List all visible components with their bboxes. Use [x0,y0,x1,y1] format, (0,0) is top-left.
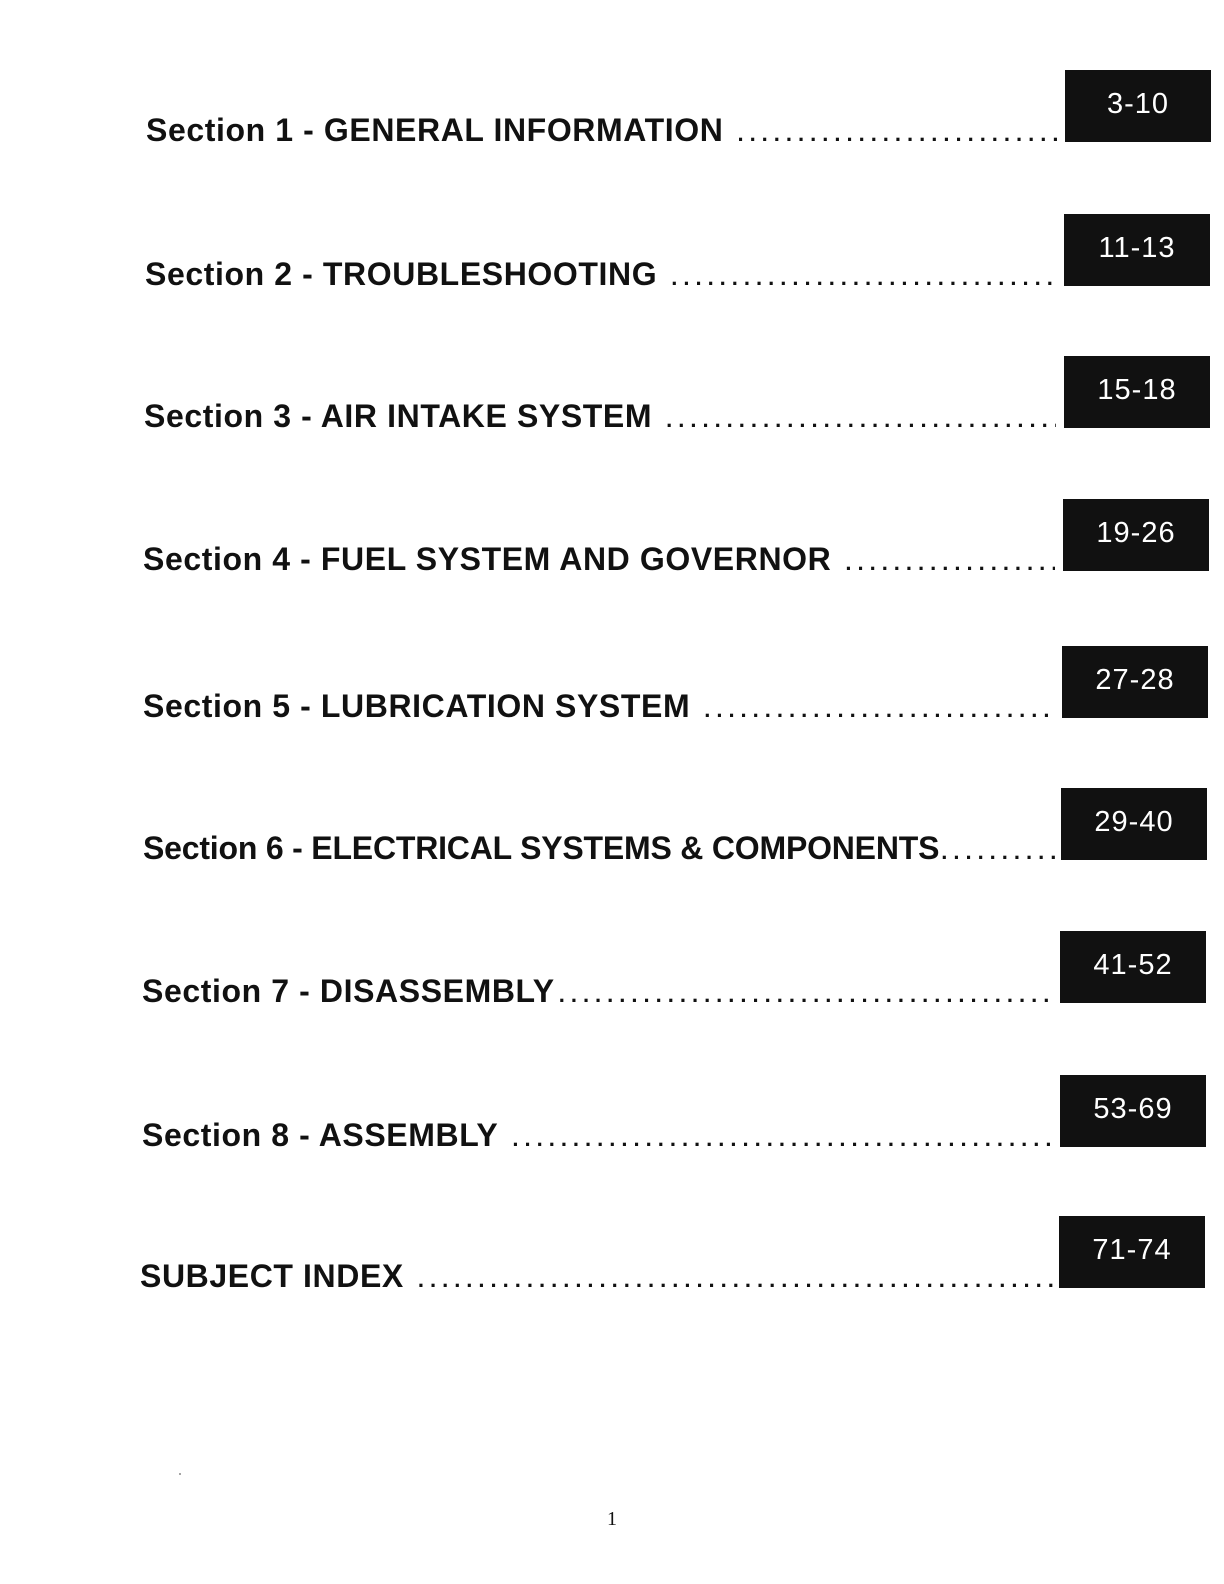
page-range-tab[interactable]: 19-26 [1063,499,1209,571]
dot-leader [666,407,1056,433]
toc-entry-section-3[interactable] [0,356,1224,436]
toc-entry-text [144,398,1056,434]
toc-entry-label: SUBJECT INDEX [140,1258,404,1294]
toc-entry-label: Section 7 - DISASSEMBLY [142,973,555,1009]
toc-entry-section-2[interactable] [0,214,1224,294]
toc-entry-text [146,112,1058,148]
toc-entry-label: Section 2 - TROUBLESHOOTING [145,256,658,292]
toc-entry-label: Section 6 - ELECTRICAL SYSTEMS & COMPONENTS [143,830,940,866]
page-range-tab[interactable]: 27-28 [1062,646,1208,718]
toc-entry-subject-index[interactable] [0,1216,1224,1296]
page-range-tab[interactable]: 15-18 [1064,356,1210,428]
dot-leader [512,1126,1054,1152]
page-number: 1 [607,1508,617,1530]
toc-entry-text [142,973,1054,1009]
page-range-tab[interactable]: 3-10 [1065,70,1211,142]
toc-entry-text [143,688,1055,724]
page-range-tab[interactable]: 53-69 [1060,1075,1206,1147]
toc-entry-text [140,1258,1054,1294]
toc-entry-text [143,830,1055,866]
dot-leader [737,121,1058,147]
page-range-tab[interactable]: 41-52 [1060,931,1206,1003]
page-range-tab[interactable]: 11-13 [1064,214,1210,286]
dot-leader [845,550,1055,576]
dot-leader [941,839,1055,865]
dot-leader [671,265,1057,291]
toc-entry-section-1[interactable] [0,70,1224,150]
toc-entry-section-7[interactable] [0,931,1224,1011]
scan-speck [179,1473,181,1475]
toc-entry-section-8[interactable] [0,1075,1224,1155]
toc-entry-section-4[interactable] [0,499,1224,579]
toc-entry-label: Section 3 - AIR INTAKE SYSTEM [144,398,653,434]
dot-leader [704,697,1055,723]
dot-leader [418,1267,1054,1293]
toc-entry-section-6[interactable] [0,788,1224,868]
page-range-tab[interactable]: 29-40 [1061,788,1207,860]
toc-entry-text [145,256,1057,292]
page-range-tab[interactable]: 71-74 [1059,1216,1205,1288]
toc-entry-label: Section 8 - ASSEMBLY [142,1117,499,1153]
toc-entry-text [143,541,1055,577]
toc-entry-section-5[interactable] [0,646,1224,726]
toc-entry-label: Section 1 - GENERAL INFORMATION [146,112,724,148]
toc-entry-label: Section 5 - LUBRICATION SYSTEM [143,688,691,724]
toc-entry-label: Section 4 - FUEL SYSTEM AND GOVERNOR [143,541,832,577]
toc-entry-text [142,1117,1054,1153]
dot-leader [559,982,1054,1008]
